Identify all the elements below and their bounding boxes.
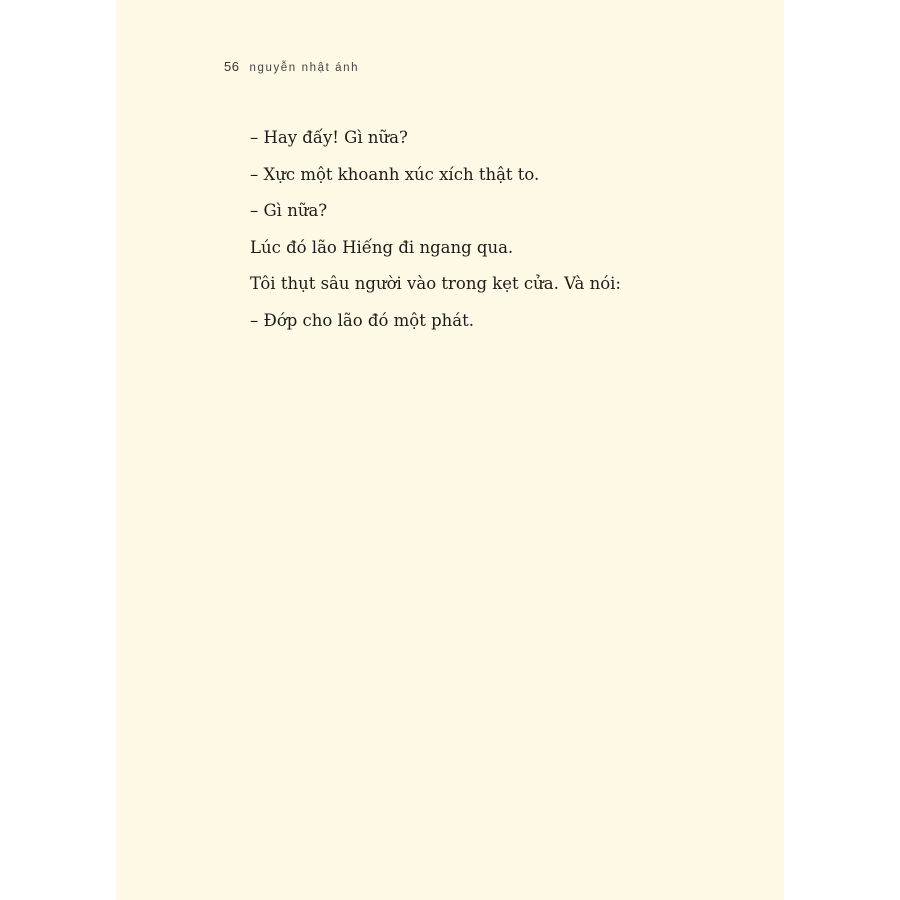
- book-page: [116, 0, 784, 900]
- text-line: – Đớp cho lão đó một phát.: [250, 310, 474, 330]
- text-line: – Xực một khoanh xúc xích thật to.: [250, 164, 540, 184]
- body-text: [250, 126, 730, 346]
- page-number: 56: [224, 59, 240, 74]
- text-line: – Hay đấy! Gì nữa?: [250, 128, 408, 147]
- text-line: – Gì nữa?: [250, 201, 328, 221]
- author-name: nguyễn nhật ánh: [249, 62, 360, 74]
- running-header: [224, 58, 359, 76]
- text-line: Tôi thụt sâu người vào trong kẹt cửa. Và nói:: [250, 274, 621, 294]
- text-line: Lúc đó lão Hiếng đi ngang qua.: [250, 237, 514, 257]
